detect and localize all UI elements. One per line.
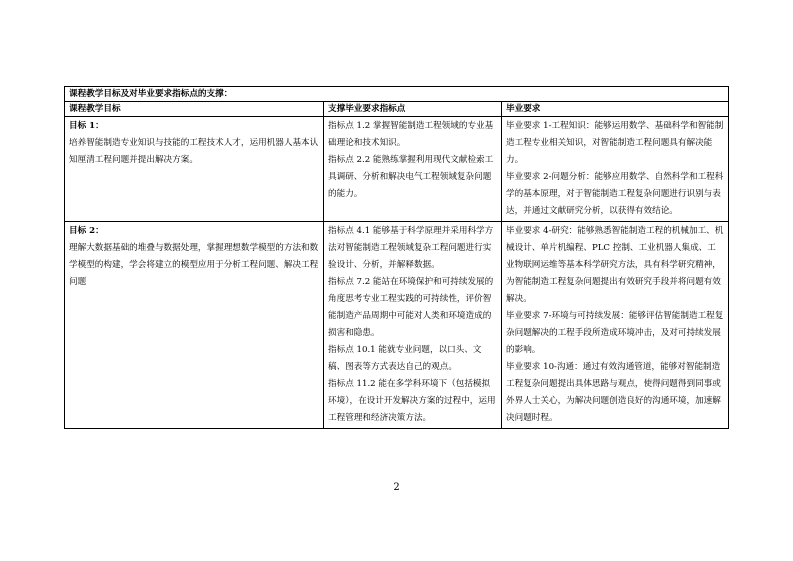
- goal-title: 目标 1：: [69, 121, 104, 131]
- indicator-item: 指标点 7.2 能站在环境保护和可持续发展的角度思考专业工程实践的可持续性，评价智能制造产品周期中可能对人类和环境造成的损害和隐患。: [328, 277, 494, 338]
- indicator-cell: [324, 222, 502, 429]
- page-number: 2: [393, 482, 400, 493]
- table-row: [65, 222, 729, 429]
- requirement-item: 毕业要求 1-工程知识：能够运用数学、基础科学和智能制造工程专业相关知识，对智能制造工程问题具有解决能力。: [506, 121, 724, 165]
- goal-cell: [65, 117, 324, 222]
- requirement-item: 毕业要求 10-沟通：通过有效沟通管道，能够对智能制造工程复杂问题提出具体思路与观点，使得问题得到同事或外界人士关心，为解决问题创造良好的沟通环境，加速解决问题时程。: [506, 362, 721, 423]
- requirement-item: 毕业要求 2-问题分析：能够应用数学、自然科学和工程科学的基本原理，对于智能制造工程复杂问题进行识别与表达，并通过文献研究分析，以获得有效结论。: [506, 172, 724, 216]
- course-objectives-table: [64, 86, 729, 429]
- requirement-cell: [502, 222, 729, 429]
- requirement-item: 毕业要求 7-环境与可持续发展：能够评估智能制造工程复杂问题解决的工程手段所造成环境冲击，及对可持续发展的影响。: [506, 311, 724, 355]
- indicator-item: 指标点 4.1 能够基于科学原理并采用科学方法对智能制造工程领域复杂工程问题进行实验设计、分析，并解释数据。: [328, 226, 494, 270]
- table-header-row: [65, 102, 729, 117]
- indicator-item: 指标点 2.2 能熟练掌握利用现代文献检索工具调研、分析和解决电气工程领域复杂问题的能力。: [328, 155, 494, 199]
- goal-cell: [65, 222, 324, 429]
- table-caption-row: [65, 87, 729, 102]
- header-indicator: 支撑毕业要求指标点: [324, 102, 502, 117]
- indicator-cell: [324, 117, 502, 222]
- requirement-cell: [502, 117, 729, 222]
- indicator-item: 指标点 1.2 掌握智能制造工程领域的专业基础理论和技术知识。: [328, 121, 494, 148]
- table-caption: 课程教学目标及对毕业要求指标点的支撑：: [65, 87, 729, 102]
- header-graduation-requirement: 毕业要求: [502, 102, 729, 117]
- goal-text: 培养智能制造专业知识与技能的工程技术人才，运用机器人基本认知厘清工程问题并提出解决方案。: [69, 138, 319, 165]
- goal-title: 目标 2：: [69, 226, 104, 236]
- header-course-objective: 课程教学目标: [65, 102, 324, 117]
- table-row: [65, 117, 729, 222]
- requirement-item: 毕业要求 4-研究：能够熟悉智能制造工程的机械加工、机械设计、单片机编程、PLC 控制、工业机器人集成、工业物联网运维等基本科学研究方法，具有科学研究精神，为智能制造工程复杂问题提出有效研究手段并将问题有效解决。: [506, 226, 724, 304]
- indicator-item: 指标点 11.2 能在多学科环境下（包括模拟环境），在设计开发解决方案的过程中，运用工程管理和经济决策方法。: [328, 379, 496, 423]
- goal-text: 理解大数据基础的堆叠与数据处理，掌握理想数学模型的方法和数学模型的构建，学会将建立的模型应用于分析工程问题、解决工程问题: [69, 243, 319, 287]
- indicator-item: 指标点 10.1 能就专业问题，以口头、文稿、图表等方式表达自己的观点。: [328, 345, 482, 372]
